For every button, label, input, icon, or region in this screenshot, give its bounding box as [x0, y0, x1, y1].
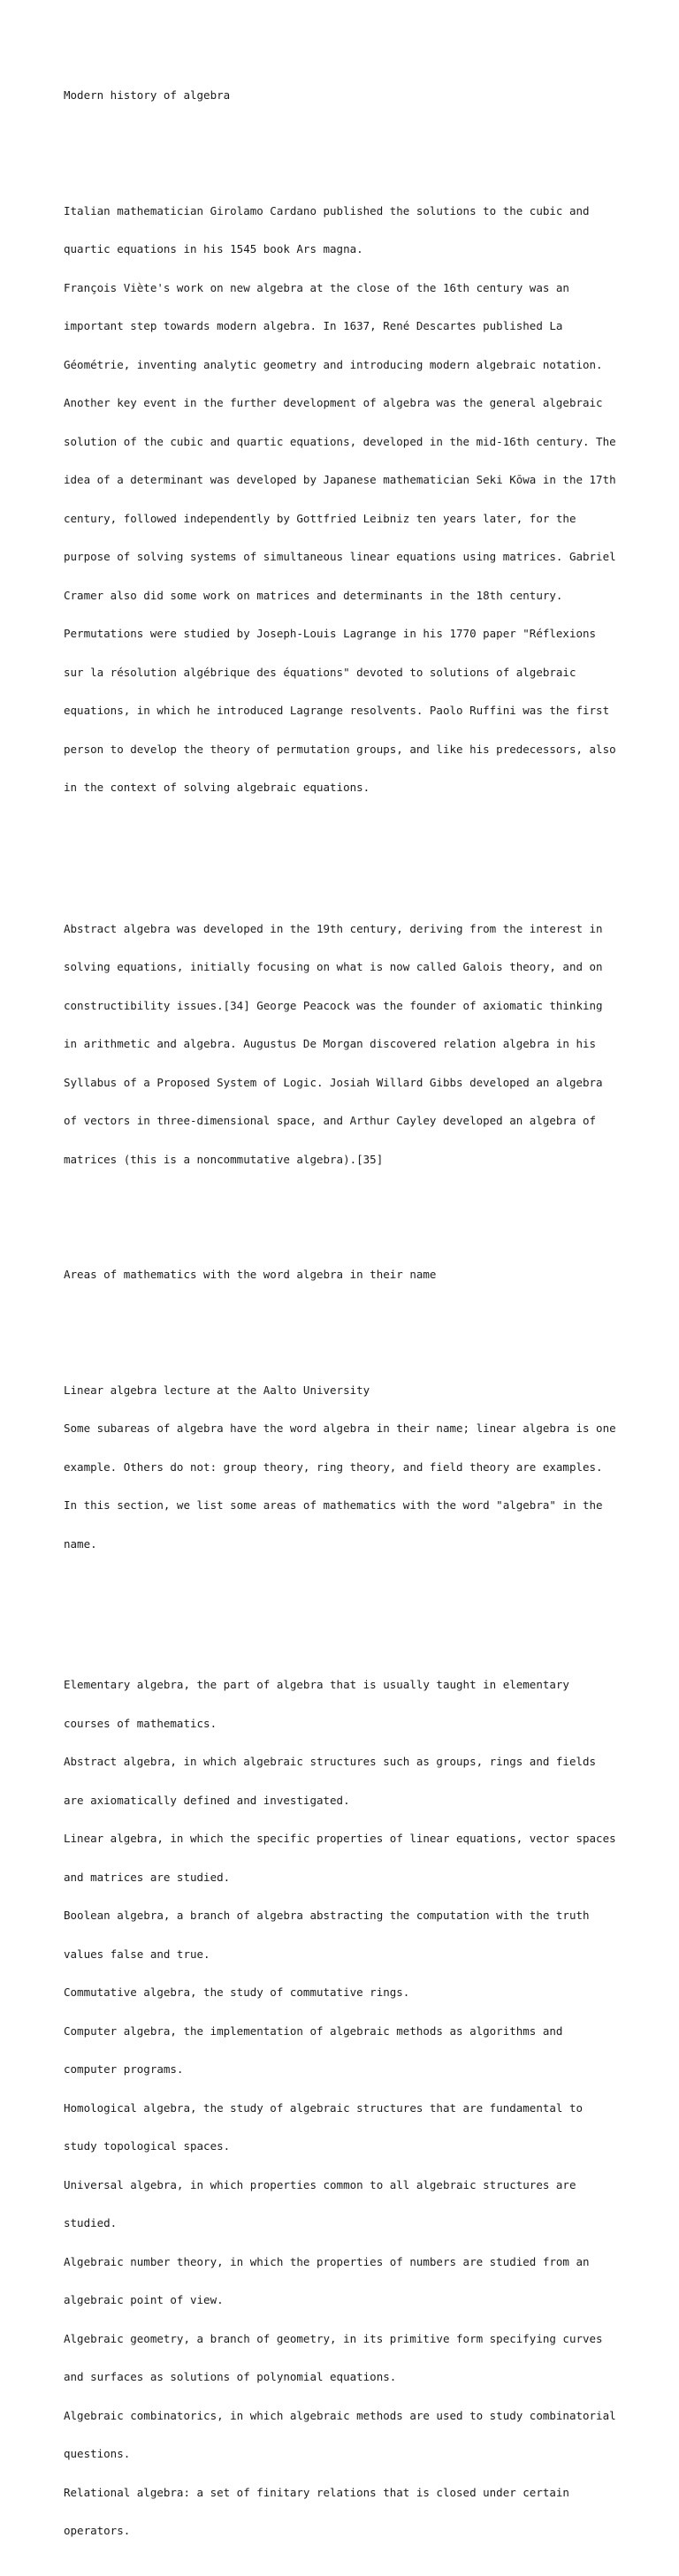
text-line: in the context of solving algebraic equations. [64, 781, 370, 794]
text-line: Cramer also did some work on matrices and determinants in the 18th century. [64, 588, 563, 602]
text-line: courses of mathematics. [64, 1716, 217, 1730]
text-line: in arithmetic and algebra. Augustus De Morgan discovered relation algebra in his [64, 1037, 597, 1050]
text-line: Universal algebra, in which properties common to all algebraic structures are [64, 2177, 576, 2191]
text-line: Homological algebra, the study of algebraic structures that are fundamental to [64, 2100, 583, 2115]
text-line: Commutative algebra, the study of commutative rings. [64, 1985, 410, 1999]
text-line: solving equations, initially focusing on what is now called Galois theory, and on [64, 960, 603, 973]
text-line: questions. [64, 2447, 131, 2460]
text-line: Abstract algebra, in which algebraic structures such as groups, rings and fields [64, 1755, 597, 1768]
text-line: example. Others do not: group theory, ring theory, and field theory are examples. [64, 1459, 603, 1474]
text-line: Some subareas of algebra have the word algebra in their name; linear algebra is one [64, 1421, 616, 1435]
text-line: solution of the cubic and quartic equations, developed in the mid-16th century. The [64, 434, 616, 448]
paragraph-subareas [64, 1359, 629, 1577]
text-line: Computer algebra, the implementation of algebraic methods as algorithms and [64, 2023, 563, 2038]
text-line: Linear algebra, in which the specific properties of linear equations, vector spaces [64, 1832, 616, 1845]
text-line: matrices (this is a noncommutative algebra).[35] [64, 1152, 384, 1166]
text-line: François Viète's work on new algebra at the close of the 16th century was an [64, 280, 569, 294]
text-line: equations, in which he introduced Lagrange resolvents. Paolo Ruffini was the first [64, 704, 610, 717]
text-line: Algebraic number theory, in which the properties of numbers are studied from an [64, 2254, 590, 2268]
text-line: name. [64, 1536, 97, 1551]
section-heading-modern-history: Modern history of algebra [64, 88, 231, 102]
text-line: quartic equations in his 1545 book Ars magna. [64, 242, 363, 255]
text-line: of vectors in three-dimensional space, and Arthur Cayley developed an algebra of [64, 1114, 597, 1127]
section-heading-areas: Areas of mathematics with the word algebra in their name [64, 1268, 437, 1281]
paragraph-abstract-algebra [64, 897, 629, 1193]
text-line: idea of a determinant was developed by Japanese mathematician Seki Kōwa in the 17th [64, 473, 616, 486]
paragraph-history [64, 179, 629, 820]
text-line: Relational algebra: a set of finitary relations that is closed under certain [64, 2485, 569, 2499]
text-line: Algebraic geometry, a branch of geometry, in its primitive form specifying curves [64, 2331, 603, 2345]
text-line: and surfaces as solutions of polynomial equations. [64, 2370, 397, 2383]
paragraph-gap [64, 1217, 629, 1231]
text-line: Syllabus of a Proposed System of Logic. Josiah Willard Gibbs developed an algebra [64, 1075, 603, 1089]
text-line: Boolean algebra, a branch of algebra abstracting the computation with the truth [64, 1909, 590, 1922]
paragraph-algebra-list [64, 1653, 629, 2564]
text-line: Elementary algebra, the part of algebra that is usually taught in elementary [64, 1678, 569, 1691]
text-line: operators. [64, 2524, 131, 2537]
text-line: important step towards modern algebra. In 1637, René Descartes published La [64, 319, 563, 332]
text-line: constructibility issues.[34] George Peacock was the founder of axiomatic thinking [64, 998, 603, 1012]
paragraph-gap [64, 1307, 629, 1321]
text-line: Linear algebra lecture at the Aalto University [64, 1383, 370, 1397]
text-line: person to develop the theory of permutation groups, and like his predecessors, also [64, 742, 616, 756]
document-page [64, 64, 629, 2576]
text-line: Abstract algebra was developed in the 19th century, deriving from the interest in [64, 921, 603, 935]
text-line: algebraic point of view. [64, 2293, 224, 2306]
text-line: and matrices are studied. [64, 1870, 231, 1884]
text-line: values false and true. [64, 1947, 210, 1961]
text-line: purpose of solving systems of simultaneous linear equations using matrices. Gabriel [64, 550, 616, 563]
paragraph-gap [64, 1602, 629, 1615]
text-line: century, followed independently by Gottfried Leibniz ten years later, for the [64, 511, 576, 525]
text-line: Italian mathematician Girolamo Cardano published the solutions to the cubic and [64, 203, 590, 217]
text-line: In this section, we list some areas of mathematics with the word "algebra" in the [64, 1498, 603, 1512]
text-line: computer programs. [64, 2062, 184, 2076]
text-line: Another key event in the further development of algebra was the general algebraic [64, 396, 603, 409]
text-line: study topological spaces. [64, 2139, 231, 2153]
text-line: studied. [64, 2216, 118, 2229]
text-line: are axiomatically defined and investigated. [64, 1793, 350, 1807]
paragraph-gap [64, 128, 629, 141]
paragraph-gap [64, 846, 629, 859]
text-line: Algebraic combinatorics, in which algebraic methods are used to study combinatorial [64, 2408, 616, 2422]
text-line: sur la résolution algébrique des équations" devoted to solutions of algebraic [64, 665, 576, 679]
text-line: Permutations were studied by Joseph-Louis Lagrange in his 1770 paper "Réflexions [64, 627, 597, 640]
text-line: Géométrie, inventing analytic geometry and introducing modern algebraic notation. [64, 357, 603, 371]
